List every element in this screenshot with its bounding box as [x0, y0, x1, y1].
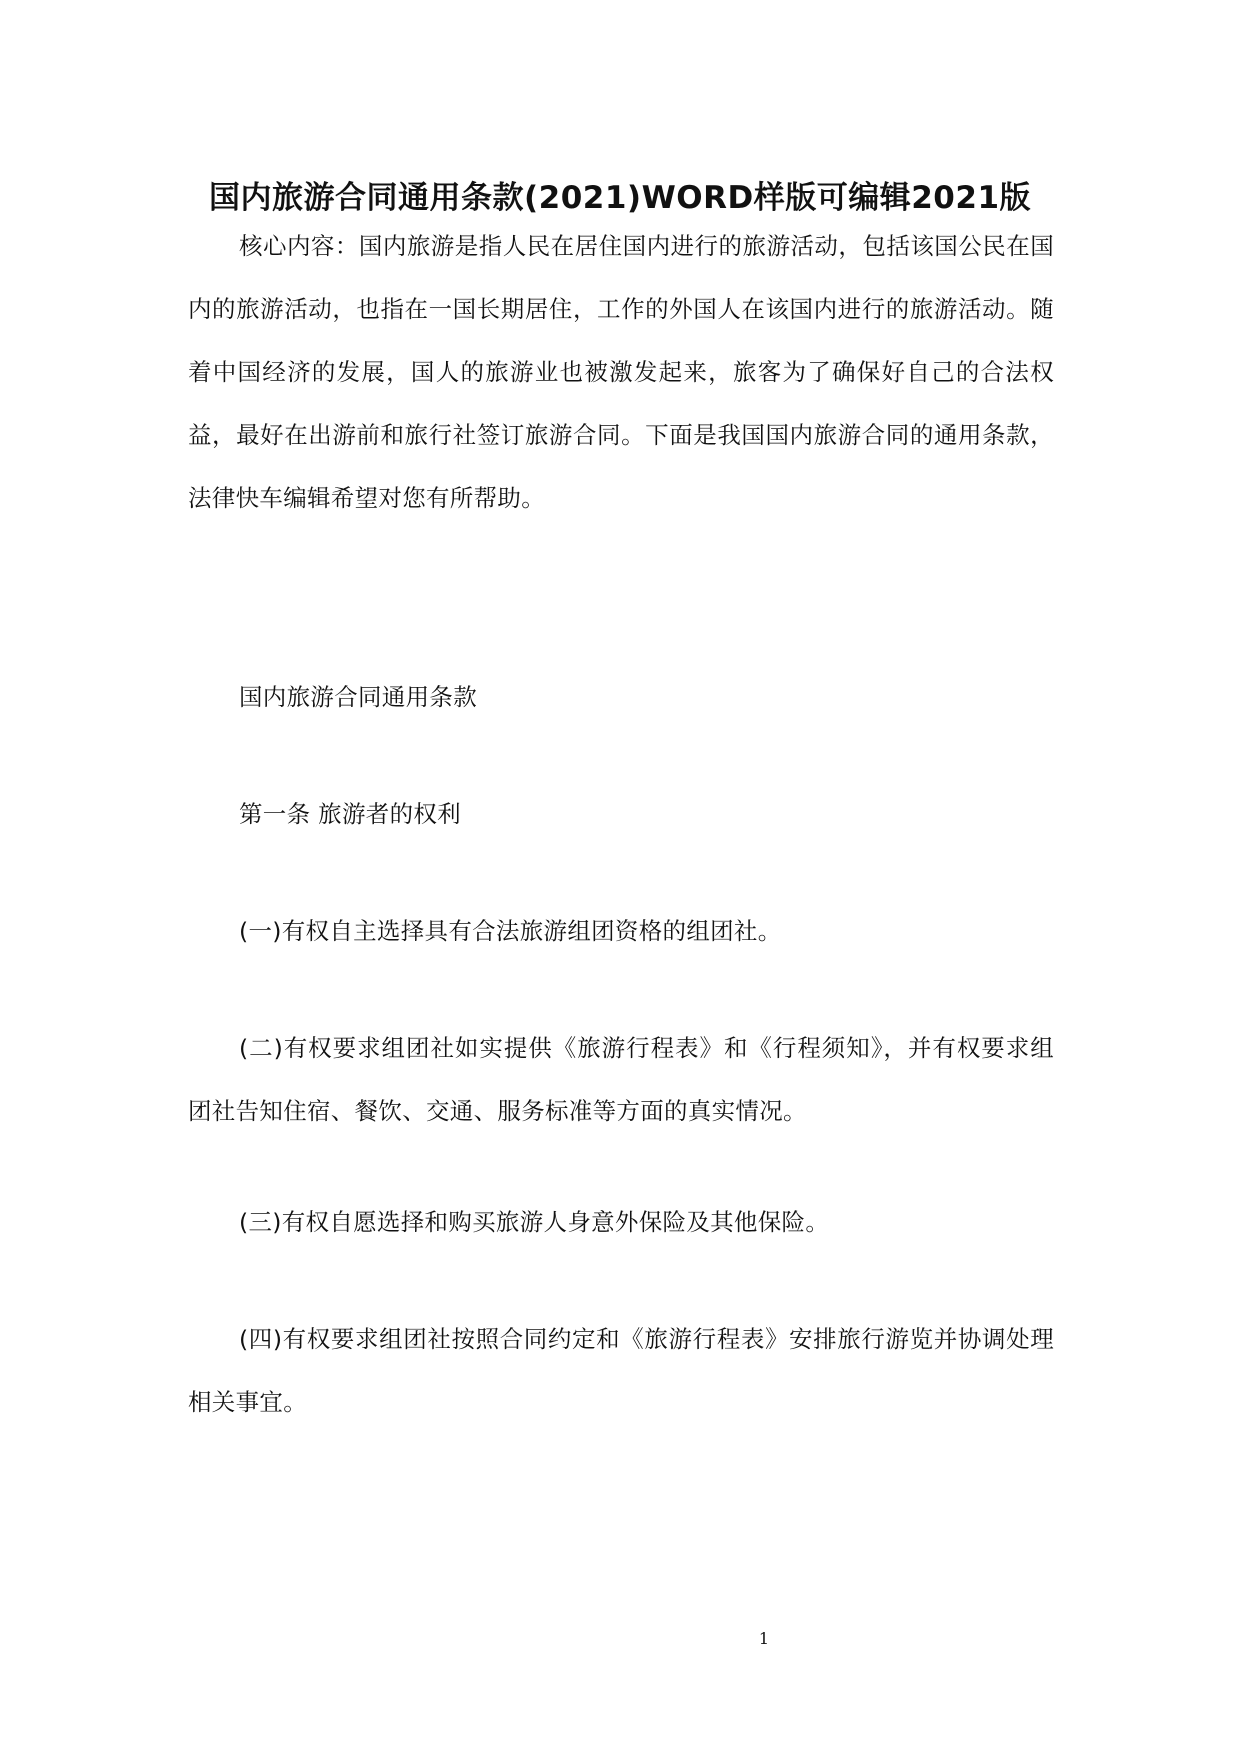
document-title: 国内旅游合同通用条款(2021)WORD样版可编辑2021版 [208, 180, 1032, 216]
intro-paragraph: 核心内容：国内旅游是指人民在居住国内进行的旅游活动，包括该国公民在国内的旅游活动，也指在一国长期居住，工作的外国人在该国内进行的旅游活动。随着中国经济的发展，国人的旅游业也被激发起来，旅客为了确保好自己的合法权益，最好在出游前和旅行社签订旅游合同。下面是我国国内旅游合同的通用条款，法律快车编辑希望对您有所帮助。 [188, 232, 1054, 512]
page-number: 1 [758, 1629, 770, 1648]
clause-item-1: (一)有权自主选择具有合法旅游组团资格的组团社。 [239, 917, 782, 945]
clause-item-4: (四)有权要求组团社按照合同约定和《旅游行程表》安排旅行游览并协调处理相关事宜。 [188, 1325, 1054, 1416]
article-heading: 第一条 旅游者的权利 [239, 800, 461, 828]
section-heading: 国内旅游合同通用条款 [239, 683, 477, 711]
clause-item-3: (三)有权自愿选择和购买旅游人身意外保险及其他保险。 [239, 1208, 830, 1236]
clause-item-2: (二)有权要求组团社如实提供《旅游行程表》和《行程须知》，并有权要求组团社告知住宿、餐饮、交通、服务标准等方面的真实情况。 [188, 1034, 1054, 1125]
